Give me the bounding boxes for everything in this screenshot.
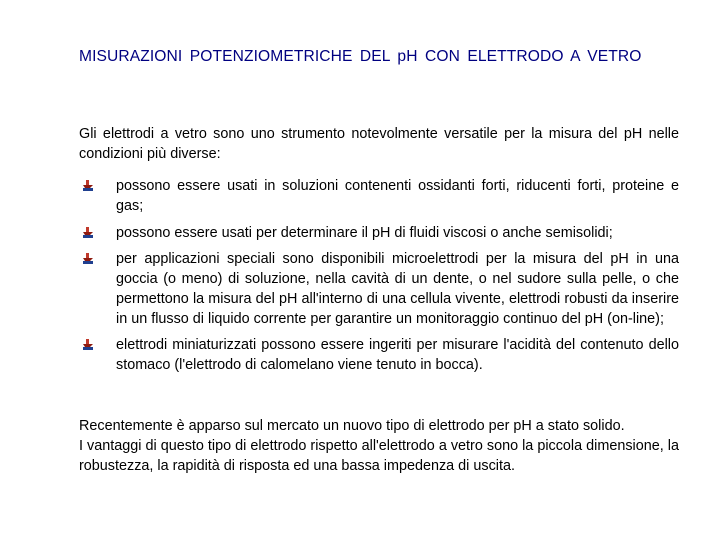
bullet-marker-icon [82, 227, 94, 239]
bullet-text: per applicazioni speciali sono disponibili microelettrodi per la misura del pH in una goccia (o meno) di soluzione, nella cavità di un dente, o nel sudore sulla pelle, o che permettono la misura del pH all'interno di una cellula vivente, elettrodi robusti da inserire in un flusso di liquido corrente per garantire un monitoraggio continuo del pH (on-line); [116, 251, 679, 327]
bullet-marker-icon [82, 253, 94, 265]
bullet-list [79, 176, 679, 375]
list-item [79, 223, 679, 243]
bullet-marker-icon [82, 180, 94, 192]
bullet-text: possono essere usati in soluzioni contenenti ossidanti forti, riducenti forti, proteine e gas; [116, 178, 679, 214]
bullet-text: possono essere usati per determinare il pH di fluidi viscosi o anche semisolidi; [116, 225, 613, 241]
bullet-text: elettrodi miniaturizzati possono essere ingeriti per misurare l'acidità del contenuto dello stomaco (l'elettrodo di calomelano viene tenuto in bocca). [116, 337, 679, 373]
closing-line-1: Recentemente è apparso sul mercato un nuovo tipo di elettrodo per pH a stato solido. [79, 418, 625, 434]
closing-line-2: I vantaggi di questo tipo di elettrodo rispetto all'elettrodo a vetro sono la piccola dimensione, la robustezza, la rapidità di risposta ed una bassa impedenza di uscita. [79, 438, 679, 474]
bullet-marker-icon [82, 339, 94, 351]
intro-paragraph: Gli elettrodi a vetro sono uno strumento notevolmente versatile per la misura del pH nelle condizioni più diverse: [79, 126, 679, 162]
closing-paragraph [79, 416, 679, 476]
page-title: MISURAZIONI POTENZIOMETRICHE DEL pH CON ELETTRODO A VETRO [79, 48, 642, 65]
list-item [79, 176, 679, 216]
list-item [79, 249, 679, 329]
list-item [79, 335, 679, 375]
